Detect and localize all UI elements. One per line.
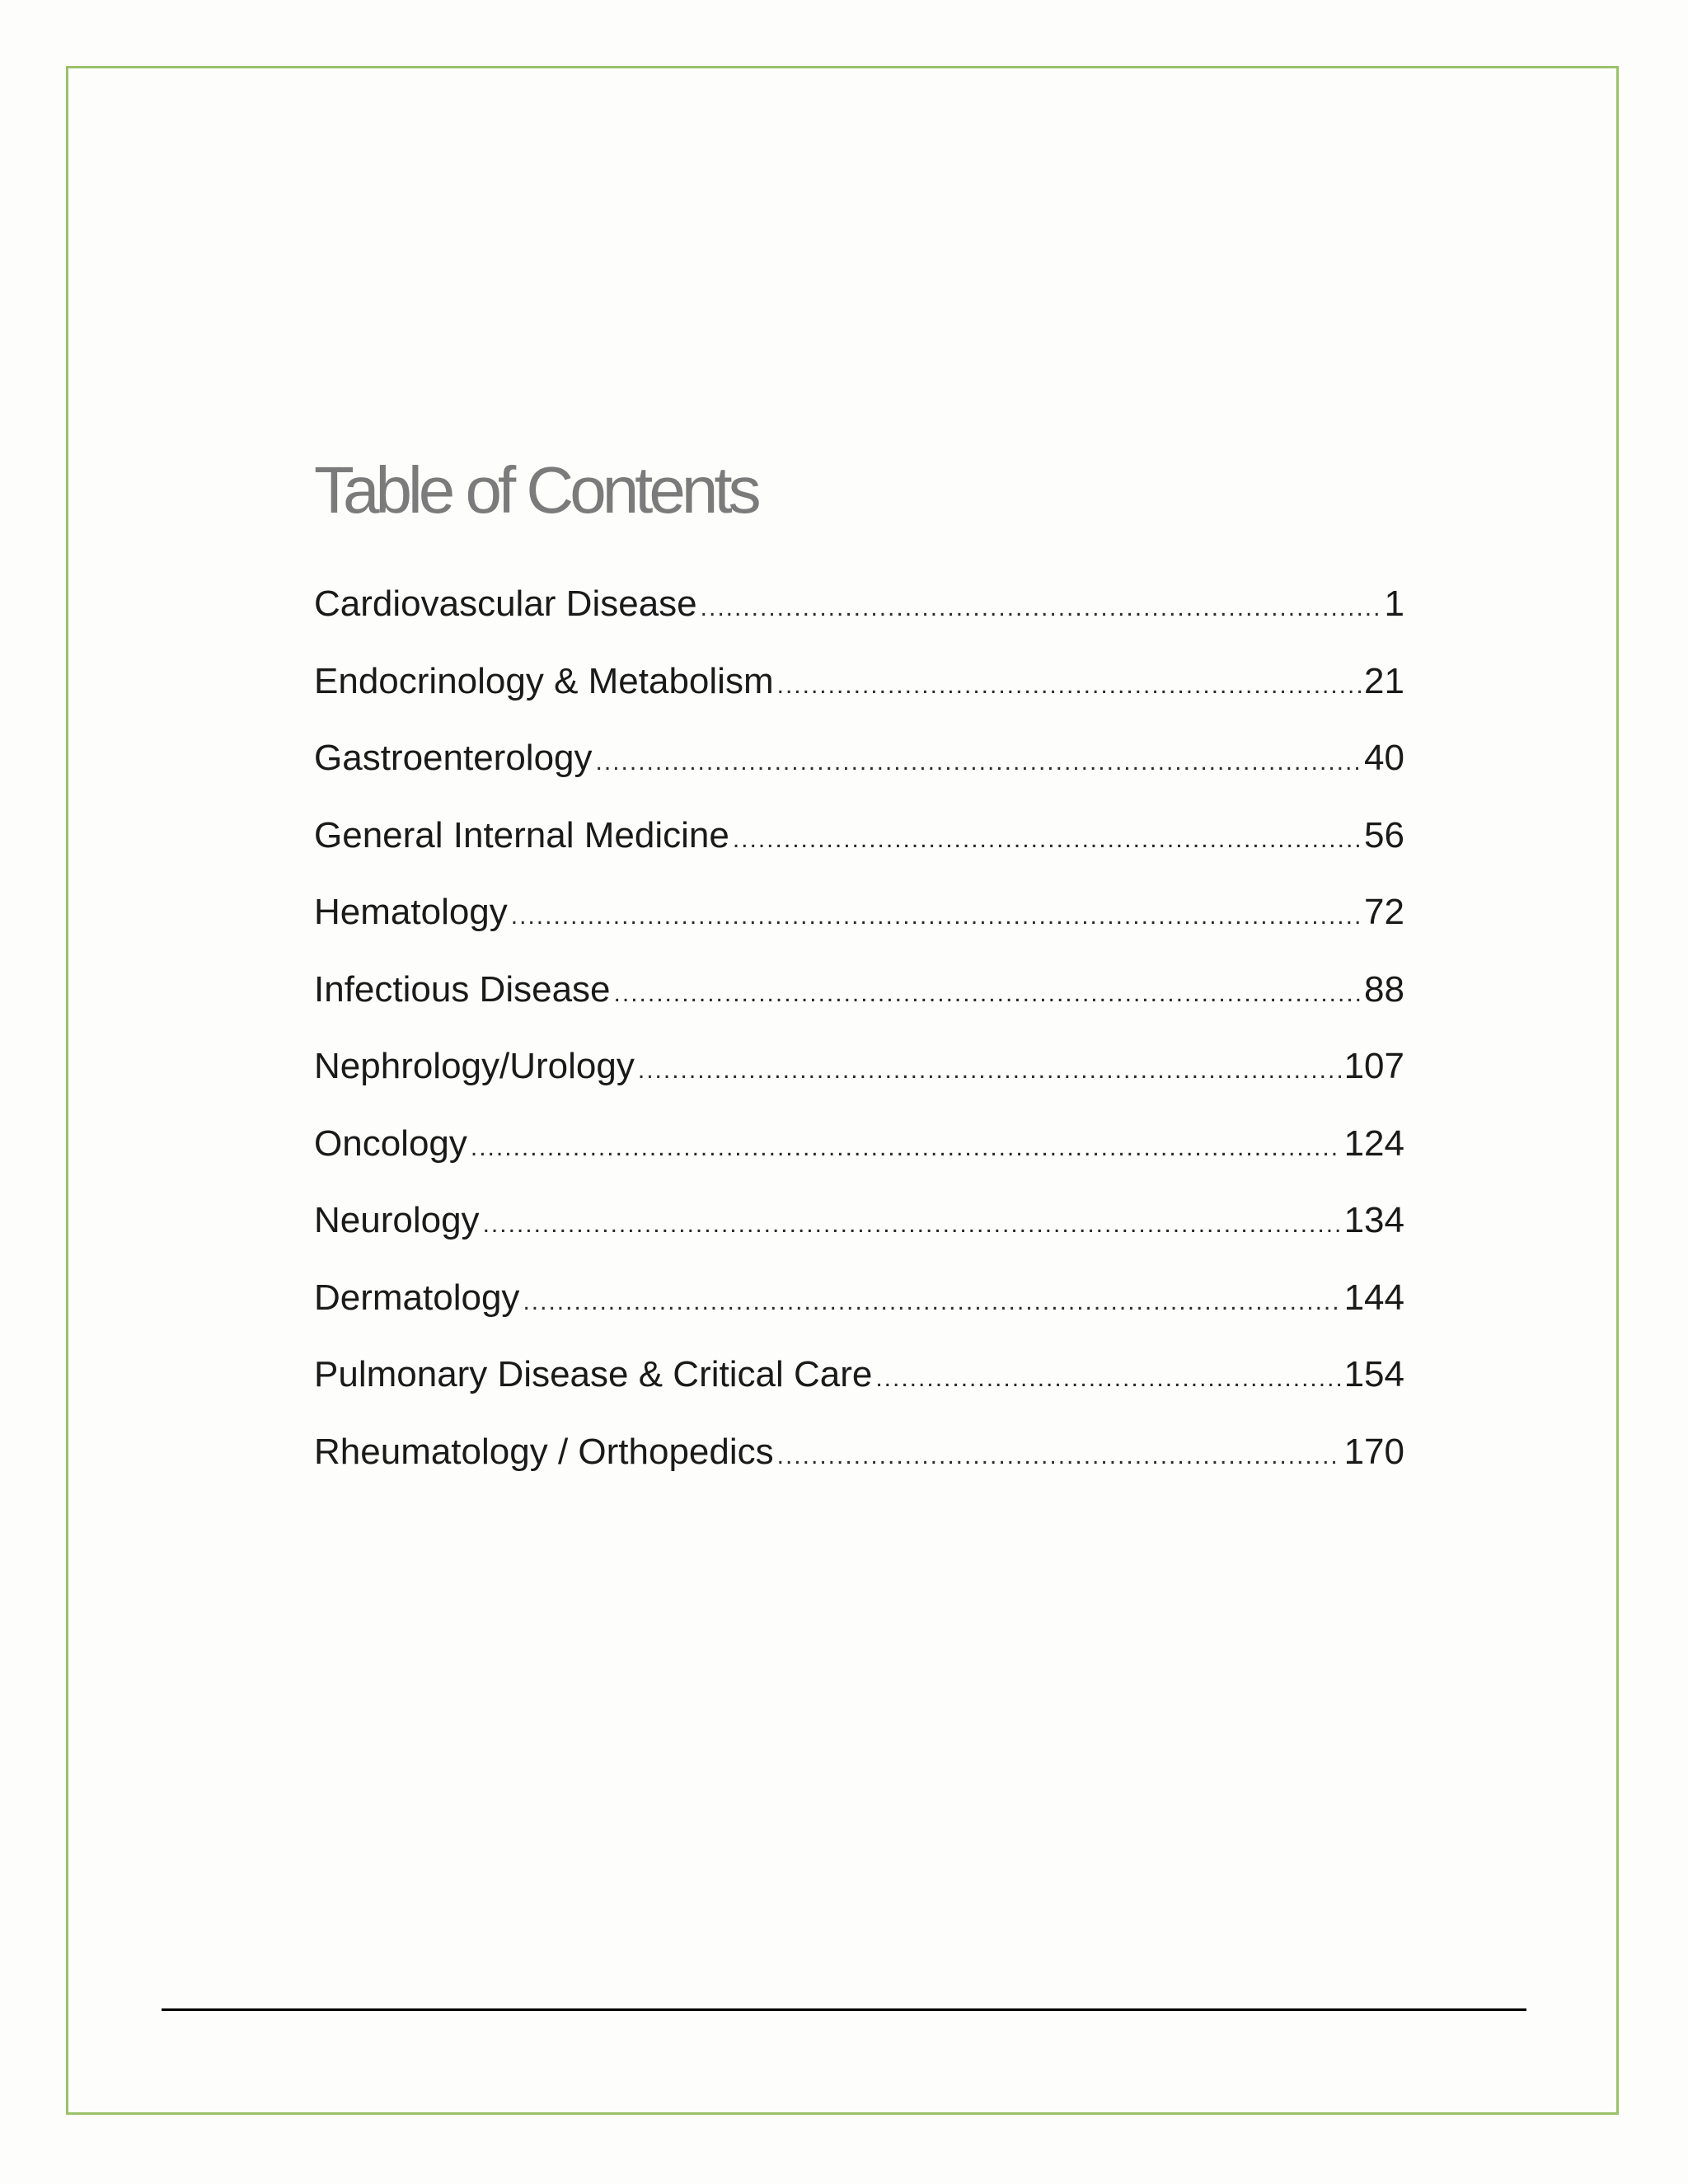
toc-entry-page: 124 [1343,1122,1404,1164]
toc-entry-label: Nephrology/Urology [314,1046,635,1086]
dot-leader [733,826,1361,854]
toc-entry-general-internal-medicine[interactable] [314,815,1404,893]
toc-entry-label: Hematology [314,892,508,932]
toc-entry-neurology[interactable] [314,1200,1404,1277]
dot-leader [596,748,1362,776]
toc-entry-rheumatology-orthopedics[interactable] [314,1432,1404,1509]
dot-leader [471,1134,1341,1162]
dot-leader [701,594,1381,622]
dot-leader [875,1365,1340,1393]
toc-entry-page: 40 [1364,738,1404,778]
dot-leader [777,672,1361,700]
toc-entry-page: 1 [1384,583,1404,624]
toc-entry-nephrology-urology[interactable] [314,1046,1404,1123]
toc-entry-page: 21 [1364,660,1404,701]
toc-entry-label: Infectious Disease [314,968,611,1010]
toc-entry-label: Dermatology [314,1277,520,1318]
dot-leader [777,1442,1341,1470]
toc-entry-infectious-disease[interactable] [314,969,1404,1047]
toc-entry-dermatology[interactable] [314,1277,1404,1355]
dot-leader [638,1057,1341,1085]
footer-rule [162,2008,1526,2011]
toc-entry-hematology[interactable] [314,892,1404,969]
toc-entry-page: 144 [1343,1277,1404,1318]
toc-entry-label: Rheumatology / Orthopedics [314,1431,774,1472]
toc-entry-label: Endocrinology & Metabolism [314,660,774,701]
dot-leader [523,1288,1340,1316]
toc-entry-page: 170 [1343,1431,1404,1472]
dot-leader [483,1211,1341,1239]
toc-entry-pulmonary-critical-care[interactable] [314,1354,1404,1432]
toc-entry-endocrinology-metabolism[interactable] [314,661,1404,738]
toc-entry-label: Oncology [314,1122,467,1164]
toc-title: Table of Contents [314,453,757,527]
toc-entry-label: Cardiovascular Disease [314,583,697,624]
dot-leader [614,980,1362,1008]
toc-entry-page: 72 [1364,892,1404,932]
toc-entry-gastroenterology[interactable] [314,738,1404,815]
toc-entry-label: General Internal Medicine [314,814,729,855]
toc-entry-cardiovascular-disease[interactable] [314,583,1404,661]
toc-entry-page: 88 [1364,968,1404,1010]
dot-leader [511,902,1361,930]
toc-entry-oncology[interactable] [314,1123,1404,1201]
toc-entry-page: 154 [1343,1354,1404,1394]
toc-entry-label: Neurology [314,1200,480,1240]
toc-list [314,583,1404,1508]
toc-entry-page: 107 [1343,1046,1404,1086]
toc-entry-label: Gastroenterology [314,738,593,778]
toc-entry-label: Pulmonary Disease & Critical Care [314,1354,873,1394]
toc-entry-page: 56 [1364,814,1404,855]
toc-entry-page: 134 [1343,1200,1404,1240]
